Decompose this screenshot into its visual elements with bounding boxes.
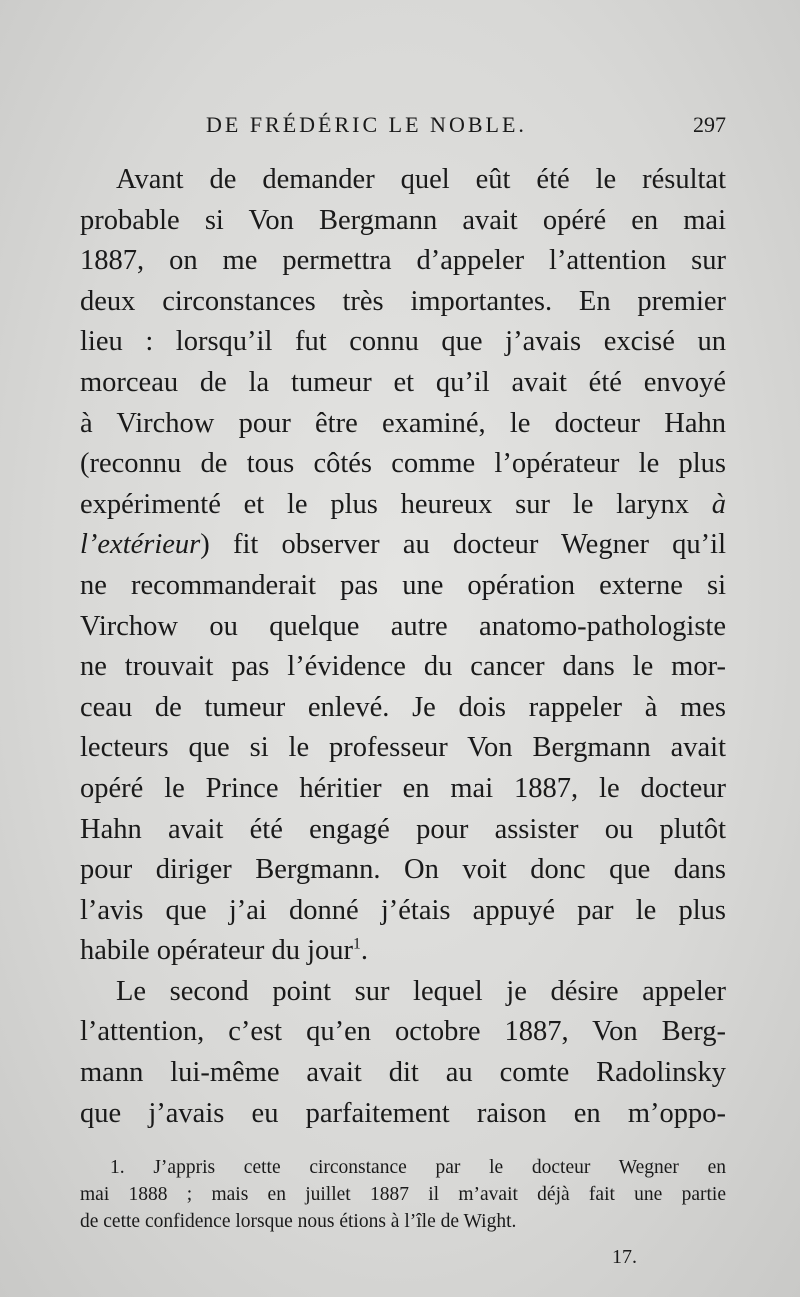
body-line: l’attention, c’est qu’en octobre 1887, Von Berg- xyxy=(80,1016,726,1048)
running-head-title: DE FRÉDÉRIC LE NOBLE. xyxy=(206,112,527,137)
body-line: que j’avais eu parfaitement raison en m’oppo- xyxy=(80,1097,726,1129)
body-line: ceau de tumeur enlevé. Je dois rappeler à mes xyxy=(80,691,726,723)
footnote-marker: 1 xyxy=(353,935,361,953)
body-line: opéré le Prince héritier en mai 1887, le docteur xyxy=(80,772,726,804)
body-line: probable si Von Bergmann avait opéré en mai xyxy=(80,204,726,236)
body-line xyxy=(80,485,726,526)
body-line xyxy=(80,931,726,972)
page-number: 297 xyxy=(693,112,726,137)
footnote-line: 1. J’appris cette circonstance par le docteur Wegner en xyxy=(110,1157,726,1178)
body-line: Hahn avait été engagé pour assister ou plutôt xyxy=(80,813,726,845)
body-line: deux circonstances très importantes. En premier xyxy=(80,285,726,317)
body-line: ne trouvait pas l’évidence du cancer dans le mor- xyxy=(80,651,726,683)
body-line: (reconnu de tous côtés comme l’opérateur le plus xyxy=(80,448,726,480)
body-line: mann lui-même avait dit au comte Radolinsky xyxy=(80,1057,726,1089)
body-text xyxy=(80,160,726,1134)
body-line: Le second point sur lequel je désire appeler xyxy=(116,975,726,1007)
body-line-part: expérimenté et le plus heureux sur le larynx xyxy=(80,488,689,520)
body-line: lecteurs que si le professeur Von Bergmann avait xyxy=(80,732,726,764)
body-line: morceau de la tumeur et qu’il avait été envoyé xyxy=(80,366,726,398)
footnotes xyxy=(80,1154,726,1235)
body-line: Avant de demander quel eût été le résultat xyxy=(116,164,726,195)
body-line: lieu : lorsqu’il fut connu que j’avais excisé un xyxy=(80,326,726,358)
body-line: l’avis que j’ai donné j’étais appuyé par le plus xyxy=(80,894,726,926)
body-line: à Virchow pour être examiné, le docteur Hahn xyxy=(80,407,726,439)
italic-phrase: l’extérieur xyxy=(80,529,201,561)
footnote-line: mai 1888 ; mais en juillet 1887 il m’avait déjà fait une partie xyxy=(80,1184,726,1205)
body-line xyxy=(80,525,726,566)
italic-phrase: à xyxy=(711,488,726,520)
body-line: ne recommanderait pas une opération externe si xyxy=(80,569,726,601)
body-line-part: . xyxy=(360,935,368,967)
signature-mark: 17. xyxy=(612,1246,637,1268)
body-line-part: habile opérateur du jour xyxy=(80,935,354,967)
running-head xyxy=(80,112,726,142)
body-line: Virchow ou quelque autre anatomo-pathologiste xyxy=(80,610,726,642)
footnote-line: de cette confidence lorsque nous étions à l’île de Wight. xyxy=(80,1211,517,1232)
body-line: 1887, on me permettra d’appeler l’attention sur xyxy=(80,245,726,277)
body-line: pour diriger Bergmann. On voit donc que dans xyxy=(80,854,726,886)
body-line-part: ) fit observer au docteur Wegner qu’il xyxy=(200,529,726,561)
